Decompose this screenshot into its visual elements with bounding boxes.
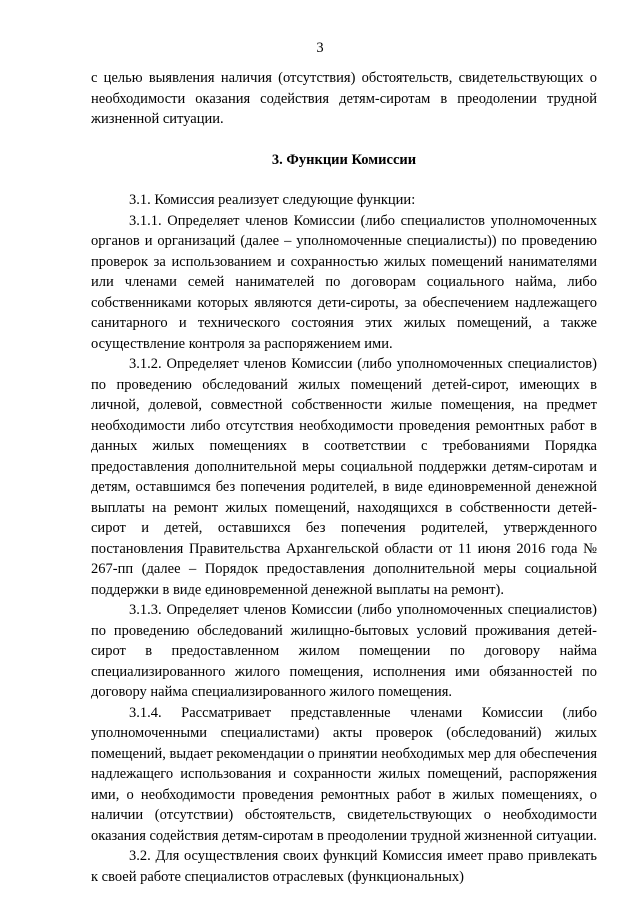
paragraph-3-1: 3.1. Комиссия реализует следующие функции: xyxy=(129,192,416,208)
page-number: 3 xyxy=(316,40,324,56)
section-title: 3. Функции Комиссии xyxy=(271,151,417,168)
paragraph-3-1-1: 3.1.1. Определяет членов Комиссии (либо специалистов уполномоченных органов и организаций (далее – уполномоченные специалисты)) по проведению проверок за использованием и сохранностью жилых помещений нанимателями или членами семей нанимателей по договорам социального найма, либо собственниками которых являются дети-сироты, за обеспечением надлежащего санитарного и технического состояния этих жилых помещений, а также осуществление контроля за распоряжением ими. xyxy=(91,212,597,352)
paragraph-3-2: 3.2. Для осуществления своих функций Комиссия имеет право привлекать к своей работе специалистов отраслевых (функциональных) xyxy=(91,848,597,885)
document-body xyxy=(91,68,597,887)
paragraph-3-1-2: 3.1.2. Определяет членов Комиссии (либо уполномоченных специалистов) по проведению обследований жилых помещений детей-сирот, имеющих в личной, долевой, совместной собственности жилые помещения, на предмет необходимости либо отсутствия необходимости проведения ремонтных работ в данных жилых помещениях в соответствии с требованиями Порядка предоставления дополнительной меры социальной поддержки детям-сиротам и детям, оставшимся без попечения родителей, в виде единовременной денежной выплаты на ремонт жилых помещений, находящихся в собственности детей-сирот и детей, оставшихся без попечения родителей, утвержденного постановления Правительства Архангельской области от 11 июня 2016 года № 267-пп (далее – Порядок предоставления дополнительной меры социальной поддержки в виде единовременной денежной выплаты на ремонт). xyxy=(91,356,597,598)
paragraph-3-1-4: 3.1.4. Рассматривает представленные членами Комиссии (либо уполномоченными специалистами) акты проверок (обследований) жилых помещений, выдает рекомендации о принятии необходимых мер для обеспечения надлежащего использования и сохранности жилых помещений, распоряжения ими, о необходимости проведения ремонтных работ в жилых помещениях, о наличии (отсутствии) обстоятельств, свидетельствующих о необходимости оказания содействия детям-сиротам в преодолении трудной жизненной ситуации. xyxy=(91,704,597,844)
intro-paragraph: с целью выявления наличия (отсутствия) обстоятельств, свидетельствующих о необходимости оказания содействия детям-сиротам в преодолении трудной жизненной ситуации. xyxy=(91,70,597,127)
paragraph-3-1-3: 3.1.3. Определяет членов Комиссии (либо уполномоченных специалистов) по проведению обследований жилищно-бытовых условий проживания детей-сирот в предоставленном жилом помещении по договору найма специализированного жилого помещения, исполнения ими обязанностей по договору найма специализированного жилого помещения. xyxy=(91,602,597,700)
